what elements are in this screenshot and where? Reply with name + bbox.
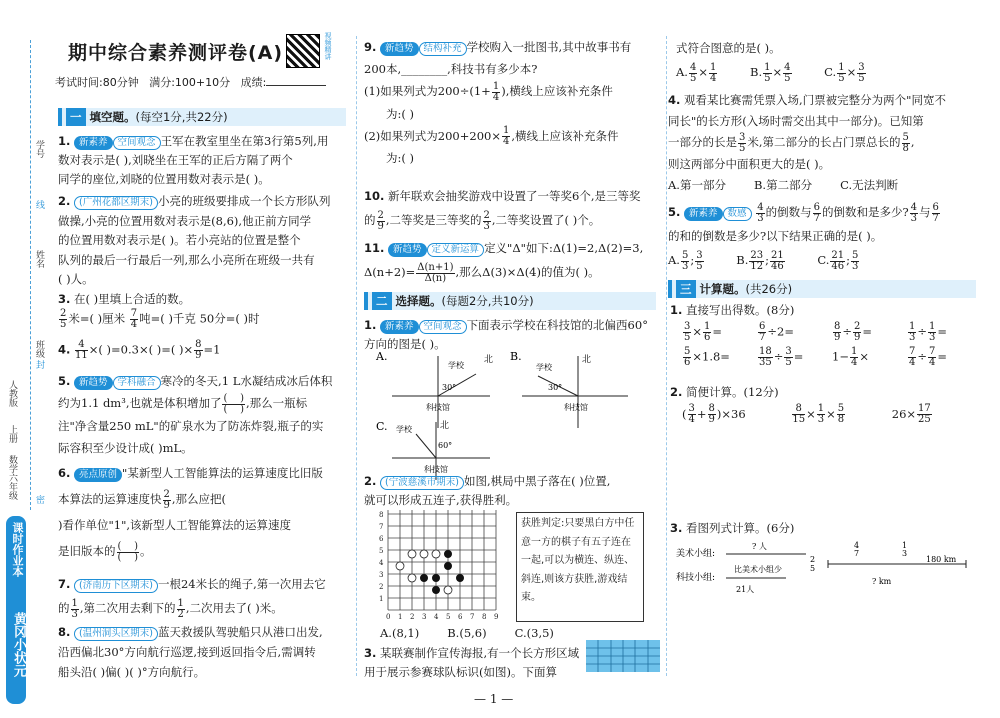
board-tick-y: 2	[379, 583, 384, 591]
white-stone	[444, 586, 452, 594]
section-header: 三 计算题。(共26分)	[668, 280, 976, 298]
calc-item: $\frac{18}{35}$ ÷ $\frac{3}{5}$ =	[759, 346, 804, 368]
board-tick-y: 7	[379, 523, 384, 531]
seal-secret: 密	[34, 495, 44, 504]
board-tick-x: 6	[458, 613, 463, 621]
question-11: 11. 新趋势 定义新运算 定义"Δ"如下:Δ(1)=2,Δ(2)=3, Δ(n+2)= $\frac{\Delta(n+1)}{\Delta(n)}$ ,那么Δ(3)×Δ(4)的值为( )。	[364, 241, 644, 284]
angle-label: 30°	[548, 383, 563, 392]
choice-5: 5. 新素养 数感 $\frac{4}{3}$ 的倒数与 $\frac{6}{7}$ 的倒数和是多少? $\frac{4}{3}$ 与 $\frac{6}{7}$ 的和的倒数是多少?以下结果正确的是( )。 A. $\frac{5}{3}$ ; $\frac{3}{5}$ B. $\frac{23}{12}$ ; $\frac{21}{46}$ C. $\frac{21}{46}$ ; $\frac{5}{3}$	[668, 201, 939, 272]
option-a-label: A.	[376, 350, 388, 363]
board-tick-x: 5	[446, 613, 451, 621]
board-tick-x: 2	[410, 613, 415, 621]
fraction-label: 1	[902, 541, 908, 550]
column-divider	[356, 36, 357, 676]
museum-label: 科技馆	[564, 403, 588, 412]
page-title: 期中综合素养测评卷(A)	[68, 42, 284, 64]
option-a-figure	[375, 350, 493, 428]
brand-logo	[6, 516, 26, 704]
calc-2: 2. 简便计算。(12分)	[670, 385, 779, 399]
edition-publisher: 人教版	[7, 380, 17, 407]
calc-item: $\frac{8}{9}$ ÷ $\frac{2}{9}$ =	[834, 321, 873, 343]
binding-strip	[0, 0, 48, 718]
people-21-label: 21人	[736, 585, 755, 594]
board-tick-x: 0	[386, 613, 391, 621]
brand-name: 黄冈小状元	[11, 612, 26, 677]
question-4: 4. $\frac{4}{11}$ ×( )=0.3×( )=( )× $\frac{8}{9}$ =1	[58, 339, 221, 361]
school-label: 学校	[536, 363, 552, 372]
choice-2-options	[380, 626, 660, 640]
option[interactable]: C.(3,5)	[514, 626, 554, 640]
field-class: 班级	[34, 340, 44, 358]
north-label: 北	[582, 355, 592, 365]
question-10: 10. 新年联欢会抽奖游戏中设置了一等奖6个,是三等奖 的 $\frac{2}{9}$ ,二等奖是三等奖的 $\frac{2}{3}$ ,二等奖设置了( )个。	[364, 189, 641, 232]
brand-series: 课时作业本	[11, 522, 24, 577]
fraction-label: 2	[810, 555, 816, 564]
calc-1-items	[682, 322, 982, 368]
board-tick-y: 8	[379, 511, 384, 519]
calc-item: $\frac{1}{3}$ ÷ $\frac{1}{3}$ =	[909, 321, 948, 343]
question-6: 6. 亮点原创 "某新型人工智能算法的运算速度比旧版 本算法的运算速度快 $\frac{2}{9}$ ,那么应把( )看作单位"1",该新型人工智能算法的运算速度 是旧版本的 $\frac{( )}{( )}$ 。	[58, 466, 323, 563]
qr-code-icon[interactable]	[286, 34, 320, 68]
exam-info	[55, 74, 326, 90]
fraction-label: 7	[854, 549, 860, 558]
score-label: 成绩:	[240, 76, 267, 89]
unknown-distance-label: ? km	[872, 577, 892, 586]
option[interactable]: B.(5,6)	[447, 626, 487, 640]
calc-item: $\frac{3}{5}$ × $\frac{1}{6}$ =	[684, 321, 723, 343]
calc-item: $\frac{6}{7}$ ÷2=	[759, 321, 794, 343]
option[interactable]: A.(8,1)	[380, 626, 420, 640]
less-label: 比美术小组少	[734, 565, 782, 574]
column-divider	[666, 36, 667, 676]
calc-1: 1. 直接写出得数。(8分)	[670, 303, 795, 317]
team-logo-grid	[586, 640, 660, 672]
school-label: 学校	[448, 361, 464, 370]
page-number: — 1 —	[474, 692, 514, 706]
museum-label: 科技馆	[426, 403, 450, 412]
question-8: 8. (温州洞头区期末) 蓝天救援队驾驶船只从港口出发, 沿西偏北30°方向航行巡逻,接到返回指令后,需调转 船头沿( )偏( )( )°方向航行。	[58, 625, 323, 679]
choice-3: 3. 某联赛制作宣传海报,有一个长方形区域 用于展示参赛球队标识(如图)。下面算	[364, 646, 580, 679]
exam-time: 考试时间:80分钟	[55, 76, 139, 89]
field-id: 学号	[34, 140, 44, 158]
win-rule-card: 获胜判定:只要黑白方中任意一方的棋子有五子连在一起,可以为横连、纵连、斜连,则该方获胜,游戏结束。	[516, 512, 644, 622]
angle-label: 60°	[438, 441, 453, 450]
black-stone	[444, 550, 452, 558]
cut-line	[30, 40, 31, 510]
edition-volume: 上册	[7, 425, 17, 443]
expr-2: $\frac{8}{15}$ × $\frac{1}{3}$ × $\frac{5}{8}$	[792, 403, 845, 425]
art-group-label: 美术小组:	[676, 549, 716, 559]
question-9: 9. 新趋势 结构补充 学校购入一批图书,其中故事书有 200本,________,科技书有多少本? (1)如果列式为200÷(1+ $\frac{1}{4}$ ),横线上应该补充条件 为:( ) (2)如果列式为200+200× $\frac{1}{4}$ ,横线上应该补充条件 为:( )	[364, 40, 632, 165]
calc-item: 1− $\frac{1}{4}$ ×	[832, 346, 869, 368]
north-label: 北	[440, 421, 450, 431]
expr-1: ( $\frac{3}{4}$ + $\frac{8}{9}$ )×36	[682, 403, 746, 425]
question-1: 1. 新素养 空间观念 王军在教室里坐在第3行第5列,用 数对表示是( ),刘晓坐在王军的正后方隔了两个 同学的座位,刘晓的位置用数对表示是( )。	[58, 134, 329, 186]
question-7: 7. (济南历下区期末) 一根24米长的绳子,第一次用去它 的 $\frac{1}{3}$ ,第二次用去剩下的 $\frac{1}{2}$ ,二次用去了( )米。	[58, 577, 326, 620]
choice-1: 1. 新素养 空间观念 下面表示学校在科技馆的北偏西60° 方向的图是( )。	[364, 318, 648, 351]
seal-line: 线	[34, 200, 44, 209]
board-tick-x: 7	[470, 613, 475, 621]
board-tick-y: 5	[379, 547, 384, 555]
black-stone	[444, 562, 452, 570]
full-score: 满分:100+10分	[149, 76, 231, 89]
calc-3-diagrams	[676, 540, 976, 600]
board-tick-x: 9	[494, 613, 499, 621]
calc-item: $\frac{5}{6}$ ×1.8=	[684, 346, 730, 368]
fraction-label: 3	[902, 549, 908, 558]
fraction-label: 5	[810, 564, 816, 573]
board-tick-x: 8	[482, 613, 487, 621]
board-tick-y: 1	[379, 595, 384, 603]
unknown-people-label: ? 人	[752, 542, 767, 551]
option-b-figure	[510, 350, 628, 428]
board-tick-y: 4	[379, 559, 384, 567]
qr-note: 视频精讲	[324, 32, 332, 60]
school-label: 学校	[396, 425, 412, 434]
black-stone	[420, 574, 428, 582]
white-stone	[408, 550, 416, 558]
question-3: 3. 在( )里填上合适的数。 $\frac{2}{5}$ 米=( )厘米 $\frac{7}{4}$ 吨=( )千克 50分=( )时	[58, 292, 260, 330]
white-stone	[396, 562, 404, 570]
white-stone	[408, 574, 416, 582]
board-tick-x: 1	[398, 613, 403, 621]
museum-label: 科技馆	[424, 465, 448, 474]
board-tick-y: 3	[379, 571, 384, 579]
field-name: 姓名	[34, 250, 44, 268]
angle-label: 30°	[442, 383, 457, 392]
edition-grade: 数学六年级	[7, 455, 17, 500]
seal-seal: 封	[34, 360, 44, 369]
calc-item: $\frac{7}{4}$ ÷ $\frac{7}{4}$ =	[909, 346, 948, 368]
choice-4: 4. 观看某比赛需凭票入场,门票被完整分为两个"同宽不 同长"的长方形(入场时需交出其中一部分)。已知第 一部分的长是 $\frac{3}{5}$ 米,第二部分的长占门票总长的 $\frac{5}{8}$ , 则这两部分中面积更大的是( )。 A.第一部分 B.第二部分 C.无法判断	[668, 93, 946, 192]
science-group-label: 科技小组:	[676, 573, 716, 583]
black-stone	[432, 574, 440, 582]
section-header: 一 填空题。(每空1分,共22分)	[58, 108, 346, 126]
white-stone	[420, 550, 428, 558]
black-stone	[456, 574, 464, 582]
go-board	[372, 510, 510, 622]
score-blank[interactable]	[266, 85, 326, 86]
black-stone	[432, 586, 440, 594]
calc-3: 3. 看图列式计算。(6分)	[670, 521, 795, 535]
question-2: 2. (广州花都区期末) 小亮的班级要排成一个长方形队列 做操,小亮的位置用数对表示是(8,6),他正前方同学 的位置用数对表示是( )。若小亮站的位置是整个 队列的最后一行最后一列,那么小亮所在班级一共有 ( )人。	[58, 194, 331, 286]
choice-3-cont: 式符合图意的是( )。 A. $\frac{4}{5}$ × $\frac{1}{4}$ B. $\frac{1}{5}$ × $\frac{4}{5}$ C. $\frac{1}{5}$ × $\frac{3}{5}$	[676, 41, 865, 84]
board-tick-x: 3	[422, 613, 427, 621]
fraction-label: 4	[854, 541, 860, 550]
north-label: 北	[484, 355, 494, 365]
question-5: 5. 新趋势 学科融合 寒冷的冬天,1 L水凝结成冰后体积 约为1.1 dm³,也就是体积增加了 $\frac{( )}{( )}$ ,那么一瓶标 注"净含量250 mL"的矿泉水为了防冻炸裂,瓶子的实 际容积至少设计成( )mL。	[58, 374, 333, 455]
choice-2: 2. (宁波慈溪市期末) 如图,棋局中黑子落在( )位置, 就可以形成五连子,获得胜利。	[364, 474, 611, 507]
white-stone	[432, 550, 440, 558]
distance-label: 180 km	[926, 555, 957, 564]
section-header: 二 选择题。(每题2分,共10分)	[364, 292, 656, 310]
calc-2-items	[682, 404, 992, 425]
expr-3: 26× $\frac{17}{25}$	[891, 403, 931, 425]
option-b-label: B.	[510, 350, 522, 363]
option-c-label: C.	[376, 420, 388, 433]
board-tick-y: 6	[379, 535, 384, 543]
board-tick-x: 4	[434, 613, 439, 621]
